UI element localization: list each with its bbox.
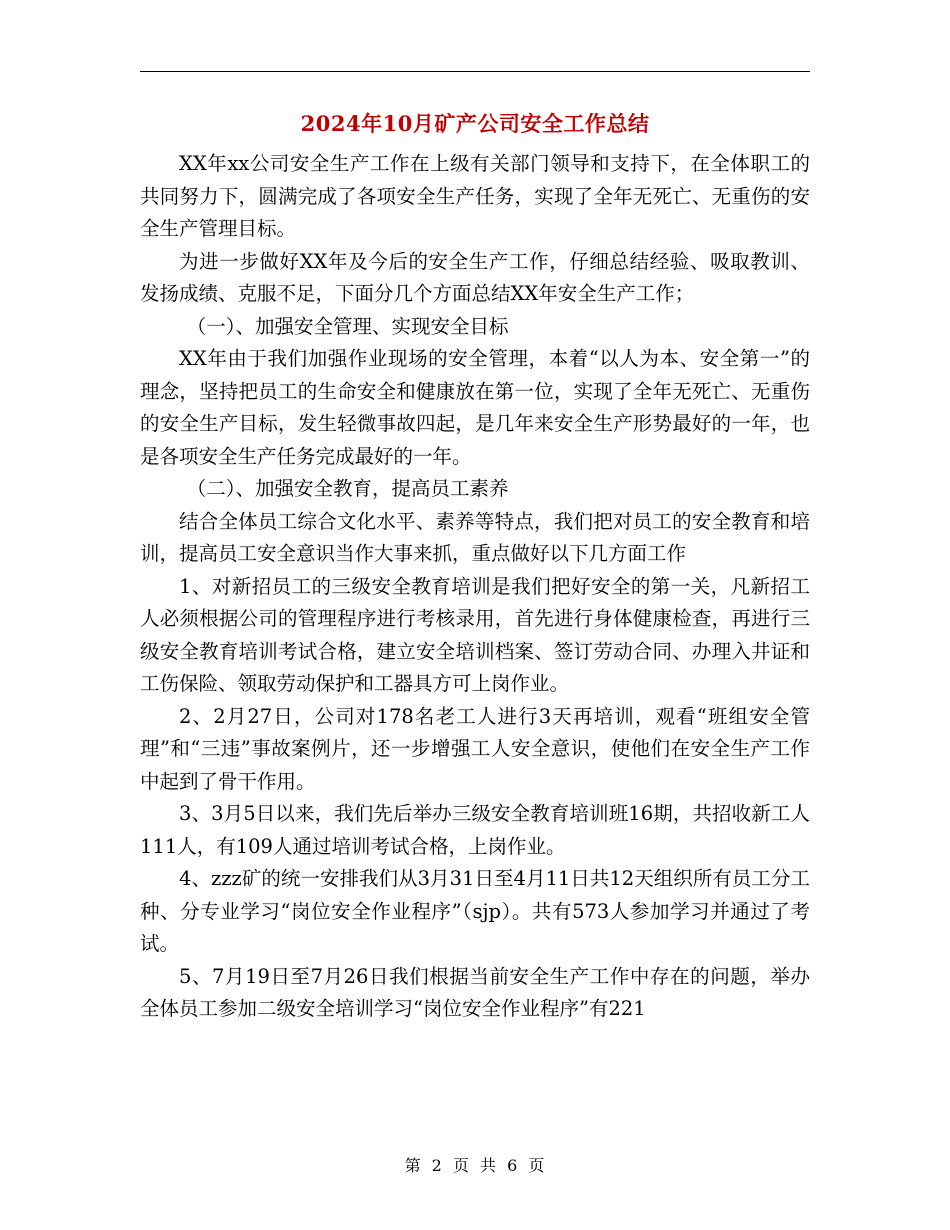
list-item: 2、2月27日，公司对178名老工人进行3天再培训，观看“班组安全管理”和“三违”事故案例片，还一步增强工人安全意识，使他们在安全生产工作中起到了骨干作用。 <box>140 704 810 793</box>
list-item: 5、7月19日至7月26日我们根据当前安全生产工作中存在的问题，举办全体员工参加二级安全培训学习“岗位安全作业程序”有221 <box>140 964 810 1020</box>
document-title: 2024年10月矿产公司安全工作总结 <box>300 111 650 136</box>
paragraph: XX年xx公司安全生产工作在上级有关部门领导和支持下，在全体职工的共同努力下，圆满完成了各项安全生产任务，实现了全年无死亡、无重伤的安全生产管理目标。 <box>140 152 810 240</box>
paragraph: 为进一步做好XX年及今后的安全生产工作，仔细总结经验、吸取教训、发扬成绩、克服不足，下面分几个方面总结XX年安全生产工作； <box>140 249 810 305</box>
paragraph: 结合全体员工综合文化水平、素养等特点，我们把对员工的安全教育和培训，提高员工安全意识当作大事来抓，重点做好以下几方面工作 <box>140 509 810 565</box>
list-item: 1、对新招员工的三级安全教育培训是我们把好安全的第一关，凡新招工人必须根据公司的管理程序进行考核录用，首先进行身体健康检查，再进行三级安全教育培训考试合格，建立安全培训档案、签订劳动合同、办理入井证和工伤保险、领取劳动保护和工器具方可上岗作业。 <box>140 574 810 695</box>
paragraph: XX年由于我们加强作业现场的安全管理，本着“以人为本、安全第一”的理念，坚持把员工的生命安全和健康放在第一位，实现了全年无死亡、无重伤的安全生产目标，发生轻微事故四起，是几年来安全生产形势最好的一年，也是各项安全生产任务完成最好的一年。 <box>140 347 810 468</box>
section-heading: （二）、加强安全教育，提高员工素养 <box>186 477 509 500</box>
section-heading: （一）、加强安全管理、实现安全目标 <box>186 314 509 338</box>
document-body <box>140 148 810 1026</box>
page-number: 第 2 页 共 6 页 <box>404 1156 546 1175</box>
list-item: 4、zzz矿的统一安排我们从3月31日至4月11日共12天组织所有员工分工种、分专业学习“岗位安全作业程序”（sjp）。共有573人参加学习并通过了考试。 <box>140 867 810 955</box>
header-rule <box>140 71 810 72</box>
list-item: 3、3月5日以来，我们先后举办三级安全教育培训班16期，共招收新工人111人，有109人通过培训考试合格，上岗作业。 <box>140 802 810 858</box>
